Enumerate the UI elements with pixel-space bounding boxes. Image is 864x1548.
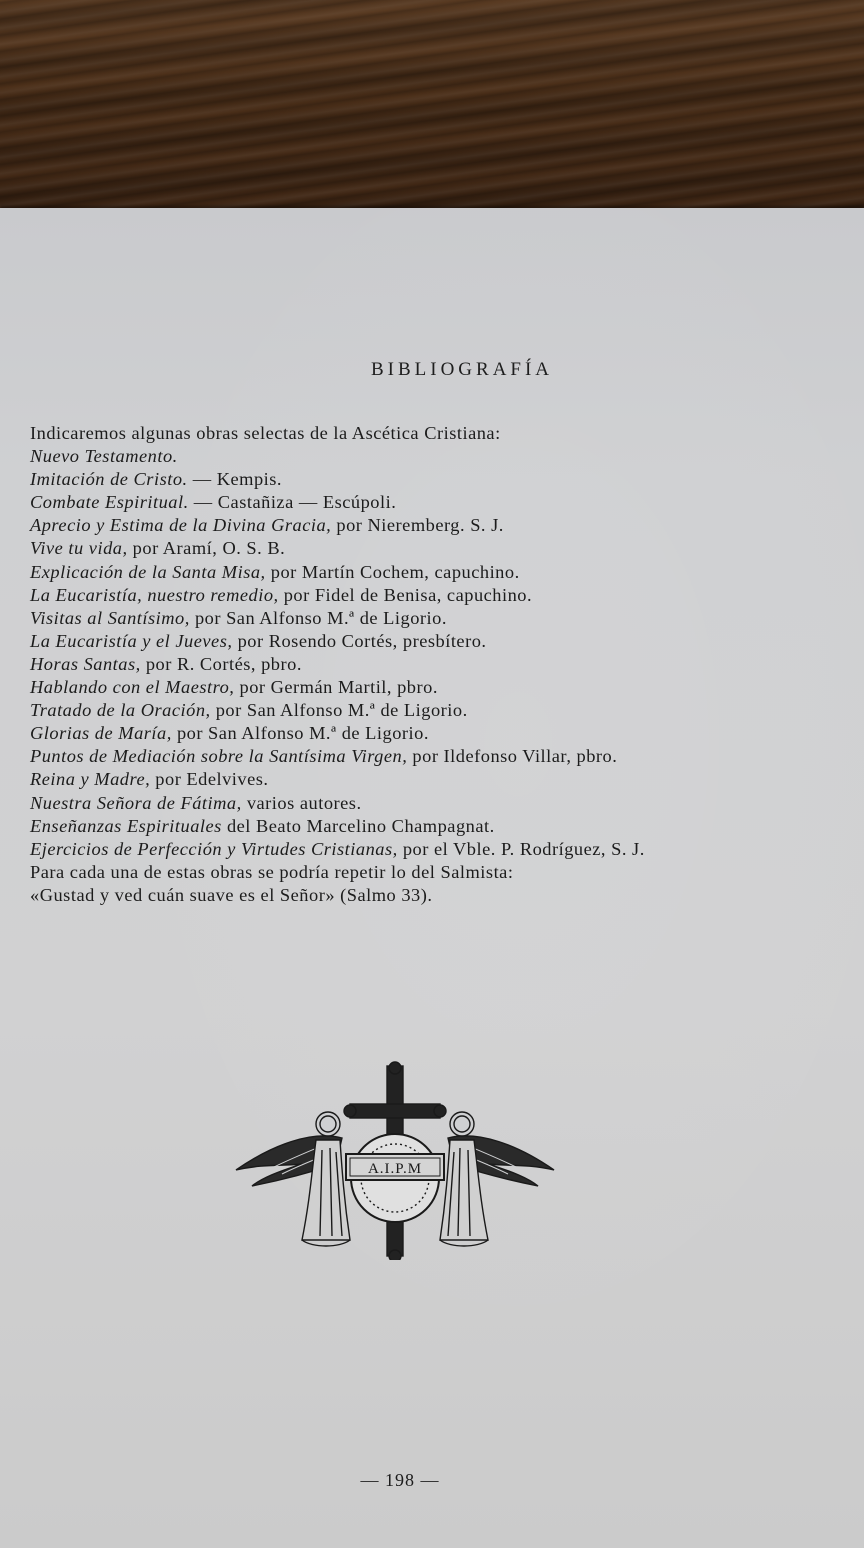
- entry-author: por Aramí, O. S. B.: [127, 538, 286, 559]
- entry-title: Vive tu vida,: [30, 538, 128, 559]
- bibliography-entry: [30, 768, 830, 791]
- bibliography-entry: [30, 584, 830, 607]
- bibliography-entry: [30, 491, 830, 514]
- bibliography-entry: [30, 630, 830, 653]
- entry-author: por Germán Martil, pbro.: [234, 677, 438, 698]
- bibliography-entry: [30, 561, 830, 584]
- entry-title: Nuestra Señora de Fátima,: [30, 792, 242, 813]
- entry-author: — Kempis.: [187, 469, 283, 490]
- entry-author: por Nieremberg. S. J.: [331, 515, 504, 536]
- entry-title: Combate Espiritual.: [30, 492, 189, 513]
- entry-title: Horas Santas,: [30, 653, 141, 674]
- closing-line: Para cada una de estas obras se podría repetir lo del Salmista:: [30, 861, 514, 882]
- entry-author: por San Alfonso M.ª de Ligorio.: [189, 607, 447, 628]
- entry-author: varios autores.: [241, 792, 362, 813]
- bibliography-entry: [30, 838, 830, 861]
- entry-author: — Castañiza — Escúpoli.: [188, 492, 397, 513]
- entry-title: Aprecio y Estima de la Divina Gracia,: [30, 515, 332, 536]
- bibliography-entry: [30, 653, 830, 676]
- entry-title: Explicación de la Santa Misa,: [30, 561, 266, 582]
- entry-title: La Eucaristía y el Jueves,: [30, 630, 233, 651]
- bibliography-entry: [30, 514, 830, 537]
- entry-title: Hablando con el Maestro,: [30, 677, 235, 698]
- entry-author: por San Alfonso M.ª de Ligorio.: [210, 700, 468, 721]
- entry-title: Glorias de María,: [30, 723, 172, 744]
- bibliography-entry: [30, 699, 830, 722]
- bibliography-list: [30, 445, 830, 861]
- wooden-table-background: [0, 0, 864, 230]
- entry-title: Ejercicios de Perfección y Virtudes Cristianas,: [30, 838, 398, 859]
- bibliography-entry: [30, 676, 830, 699]
- bibliography-entry: [30, 445, 830, 468]
- entry-author: por Fidel de Benisa, capuchino.: [278, 584, 533, 605]
- book-page: [0, 208, 864, 1548]
- bibliography-entry: [30, 815, 830, 838]
- bibliography-entry: [30, 722, 830, 745]
- entry-title: Visitas al Santísimo,: [30, 607, 190, 628]
- emblem-plaque-text: A.I.P.M: [367, 1161, 423, 1177]
- entry-author: por Ildefonso Villar, pbro.: [407, 746, 618, 767]
- entry-title: Nuevo Testamento.: [30, 446, 178, 467]
- intro-line: Indicaremos algunas obras selectas de la Ascética Cristiana:: [30, 423, 501, 443]
- psalm-quote: «Gustad y ved cuán suave es el Señor» (Salmo 33).: [30, 884, 433, 905]
- bibliography-entry: [30, 607, 830, 630]
- page-title: BIBLIOGRAFÍA: [370, 359, 554, 380]
- entry-author: por Martín Cochem, capuchino.: [265, 561, 520, 582]
- bibliography-entry: [30, 792, 830, 815]
- bibliography-entry: [30, 745, 830, 768]
- entry-author: por R. Cortés, pbro.: [140, 653, 302, 674]
- bibliography-text: [30, 422, 830, 907]
- entry-author: del Beato Marcelino Champagnat.: [221, 815, 495, 836]
- bibliography-entry: [30, 537, 830, 560]
- entry-title: Tratado de la Oración,: [30, 700, 211, 721]
- entry-author: por Rosendo Cortés, presbítero.: [232, 630, 487, 651]
- entry-title: Enseñanzas Espirituales: [30, 815, 222, 836]
- entry-author: por Edelvives.: [150, 769, 269, 790]
- entry-title: Puntos de Mediación sobre la Santísima Virgen,: [30, 746, 408, 767]
- page-number: — 198 —: [360, 1470, 440, 1490]
- entry-author: por el Vble. P. Rodríguez, S. J.: [397, 838, 645, 859]
- angels-cross-emblem: [232, 1060, 558, 1260]
- entry-title: La Eucaristía, nuestro remedio,: [30, 584, 279, 605]
- entry-author: por San Alfonso M.ª de Ligorio.: [171, 723, 429, 744]
- bibliography-entry: [30, 468, 830, 491]
- entry-title: Reina y Madre,: [30, 769, 151, 790]
- entry-title: Imitación de Cristo.: [30, 469, 188, 490]
